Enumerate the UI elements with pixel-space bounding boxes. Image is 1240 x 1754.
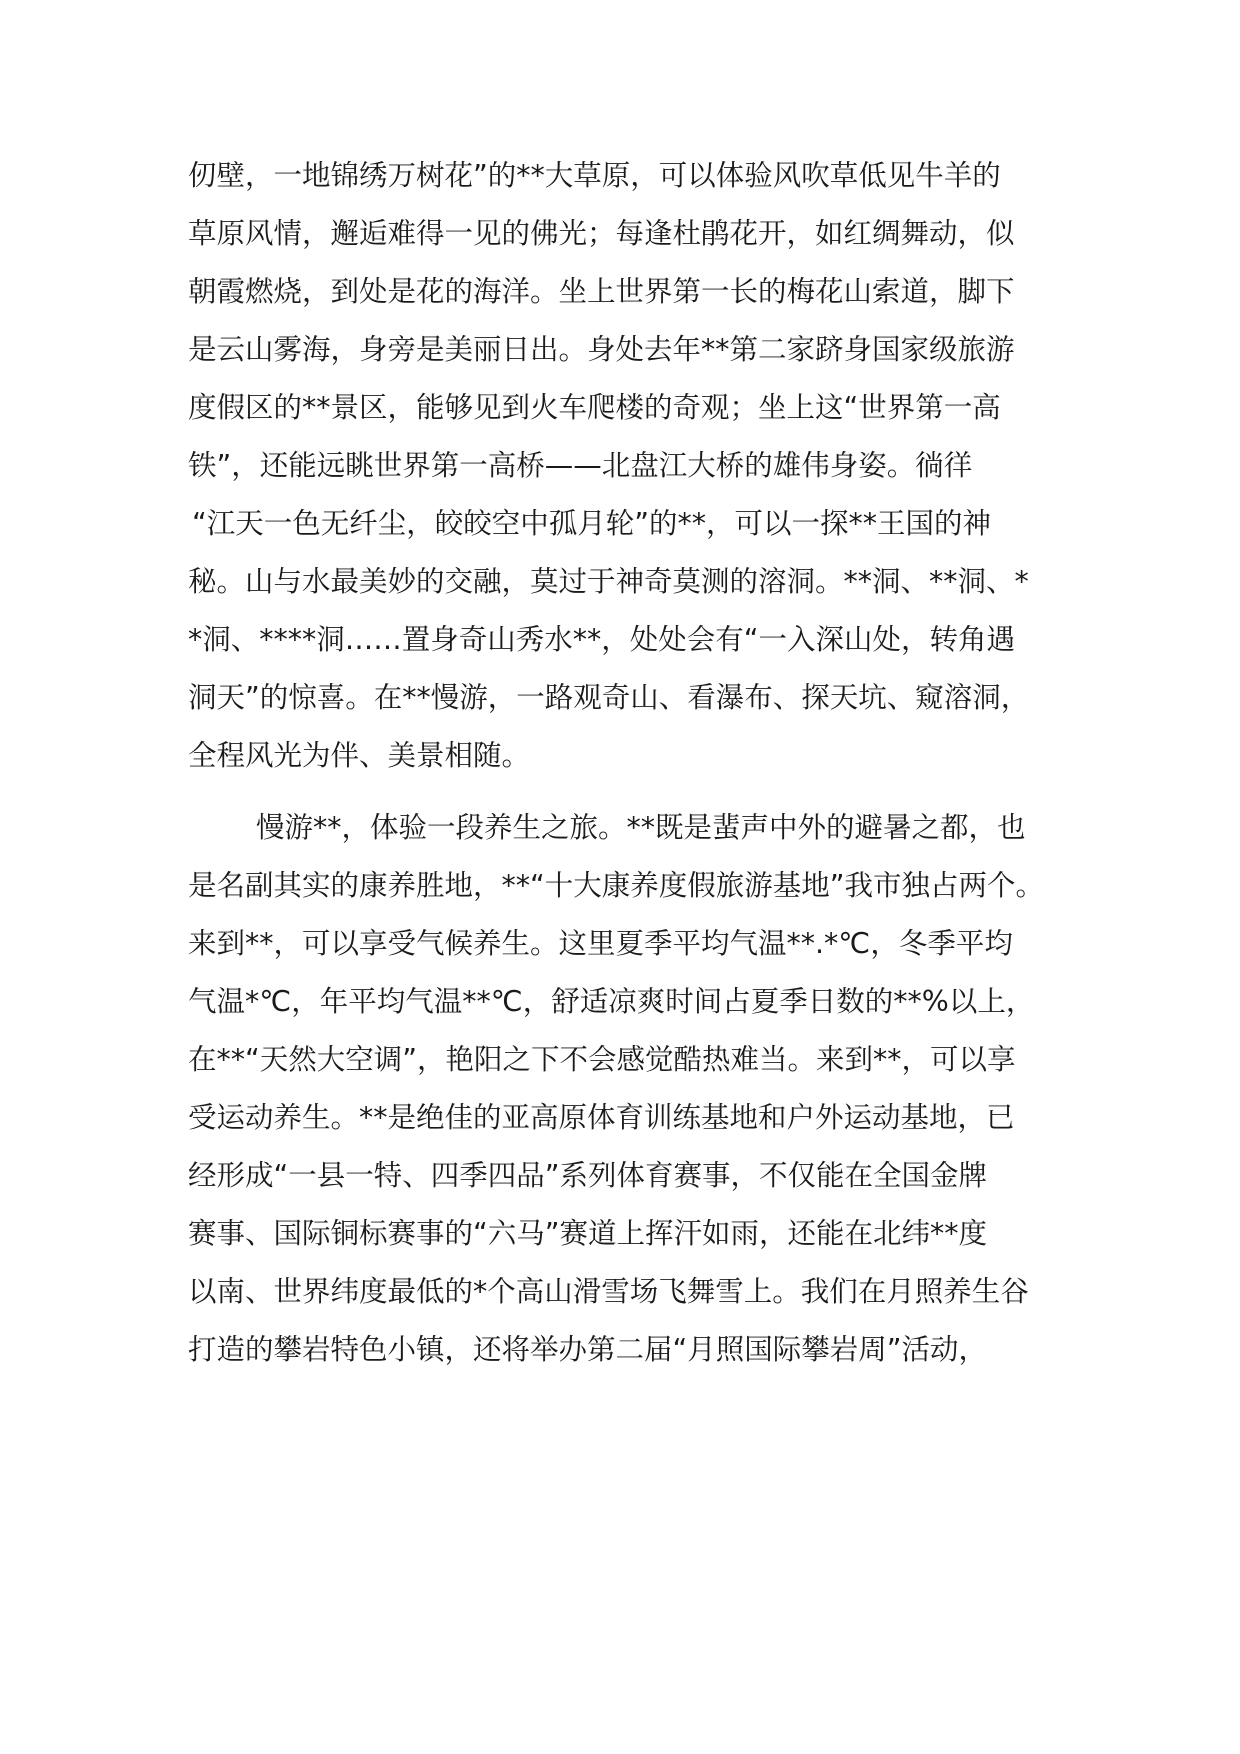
text-line: 是名副其实的康养胜地，**“十大康养度假旅游基地”我市独占两个。	[188, 869, 1045, 902]
text-line: 受运动养生。**是绝佳的亚高原体育训练基地和户外运动基地，已	[188, 1101, 1015, 1134]
text-line: *洞、****洞……置身奇山秀水**，处处会有“一入深山处，转角遇	[188, 623, 1016, 656]
text-line: 朝霞燃烧，到处是花的海洋。坐上世界第一长的梅花山索道，脚下	[188, 275, 1015, 308]
text-line: 铁”，还能远眺世界第一高桥——北盘江大桥的雄伟身姿。徜徉	[188, 449, 973, 482]
text-line: 经形成“一县一特、四季四品”系列体育赛事，不仅能在全国金牌	[188, 1159, 988, 1192]
text-line: 赛事、国际铜标赛事的“六马”赛道上挥汗如雨，还能在北纬**度	[188, 1217, 988, 1250]
text-line: 以南、世界纬度最低的*个高山滑雪场飞舞雪上。我们在月照养生谷	[188, 1275, 1029, 1308]
text-line: 洞天”的惊喜。在**慢游，一路观奇山、看瀑布、探天坑、窥溶洞，	[188, 681, 1030, 714]
text-line: 度假区的**景区，能够见到火车爬楼的奇观；坐上这“世界第一高	[188, 391, 1001, 424]
text-line: “江天一色无纤尘，皎皎空中孤月轮”的**，可以一探**王国的神	[192, 507, 992, 540]
text-line: 全程风光为伴、美景相随。	[188, 739, 531, 772]
text-line: 秘。山与水最美妙的交融，莫过于神奇莫测的溶洞。**洞、**洞、*	[188, 565, 1029, 598]
text-line: 草原风情，邂逅难得一见的佛光；每逢杜鹃花开，如红绸舞动，似	[188, 217, 1015, 250]
text-line: 气温*℃，年平均气温**℃，舒适凉爽时间占夏季日数的**%以上，	[188, 985, 1035, 1018]
text-line: 打造的攀岩特色小镇，还将举办第二届“月照国际攀岩周”活动，	[188, 1333, 988, 1366]
text-line: 在**“天然大空调”，艳阳之下不会感觉酷热难当。来到**，可以享	[188, 1043, 1016, 1076]
text-line: 来到**，可以享受气候养生。这里夏季平均气温**.*℃，冬季平均	[188, 927, 1013, 960]
text-line: 仞壁，一地锦绣万树花”的**大草原，可以体验风吹草低见牛羊的	[188, 159, 1001, 192]
text-line: 慢游**，体验一段养生之旅。**既是蜚声中外的避暑之都，也	[256, 811, 1026, 844]
text-line: 是云山雾海，身旁是美丽日出。身处去年**第二家跻身国家级旅游	[188, 333, 1015, 366]
